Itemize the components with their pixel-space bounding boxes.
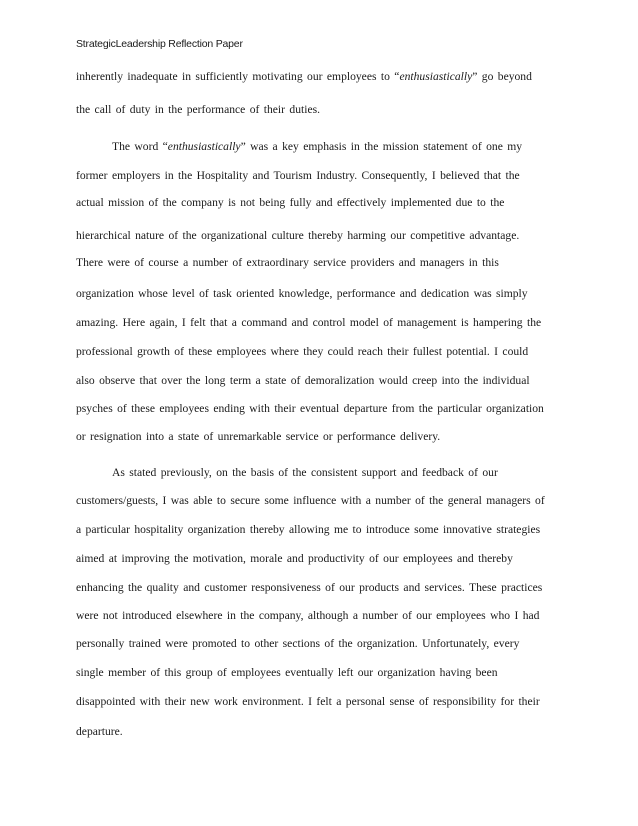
body-line: or resignation into a state of unremarkable service or performance delivery. bbox=[76, 430, 441, 443]
body-line: actual mission of the company is not being fully and effectively implemented due to the bbox=[76, 196, 505, 209]
body-line: psyches of these employees ending with their eventual departure from the particular organization bbox=[76, 402, 544, 415]
body-line: personally trained were promoted to other sections of the organization. Unfortunately, every bbox=[76, 637, 520, 650]
body-line: a particular hospitality organization thereby allowing me to introduce some innovative strategies bbox=[76, 523, 541, 536]
body-line: former employers in the Hospitality and Tourism Industry. Consequently, I believed that the bbox=[76, 169, 520, 182]
body-line: the call of duty in the performance of their duties. bbox=[76, 103, 321, 116]
body-line: aimed at improving the motivation, morale and productivity of our employees and thereby bbox=[76, 552, 513, 565]
body-line: There were of course a number of extraordinary service providers and managers in this bbox=[76, 256, 499, 269]
body-line: inherently inadequate in sufficiently motivating our employees to “enthusiastically” go beyond bbox=[76, 70, 532, 83]
body-line: also observe that over the long term a state of demoralization would creep into the individual bbox=[76, 374, 530, 387]
running-header: StrategicLeadership Reflection Paper bbox=[76, 38, 243, 50]
body-line: amazing. Here again, I felt that a command and control model of management is hampering the bbox=[76, 316, 542, 329]
body-line: hierarchical nature of the organizational culture thereby harming our competitive advantage. bbox=[76, 229, 520, 242]
body-line: organization whose level of task oriented knowledge, performance and dedication was simply bbox=[76, 287, 528, 300]
paragraph-start-line: The word “enthusiastically” was a key emphasis in the mission statement of one my bbox=[112, 140, 523, 153]
body-line: professional growth of these employees where they could reach their fullest potential. I could bbox=[76, 345, 529, 358]
body-line: single member of this group of employees eventually left our organization having been bbox=[76, 666, 498, 679]
paragraph-start-line: As stated previously, on the basis of the consistent support and feedback of our bbox=[112, 466, 498, 479]
body-line: were not introduced elsewhere in the company, although a number of our employees who I had bbox=[76, 609, 540, 622]
body-line: enhancing the quality and customer responsiveness of our products and services. These practices bbox=[76, 581, 543, 594]
body-line: departure. bbox=[76, 725, 123, 738]
body-line: disappointed with their new work environment. I felt a personal sense of responsibility for their bbox=[76, 695, 540, 708]
body-line: customers/guests, I was able to secure some influence with a number of the general managers of bbox=[76, 494, 545, 507]
